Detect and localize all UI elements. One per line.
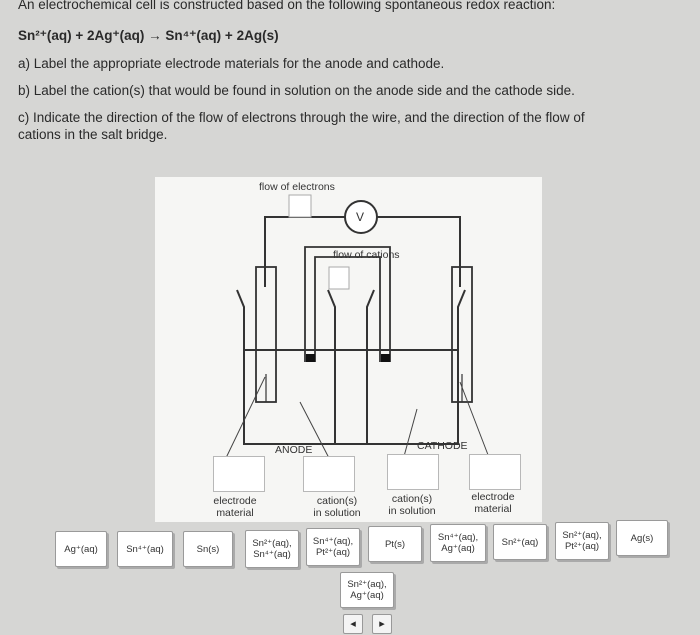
tile-sn4-plus[interactable]: Sn⁴⁺(aq) bbox=[117, 531, 173, 567]
salt-bridge-plug-right bbox=[381, 354, 390, 362]
flow-of-cations-label: flow of cations bbox=[333, 249, 400, 261]
cell-diagram-panel bbox=[155, 177, 542, 522]
salt-bridge-plug-left bbox=[306, 354, 315, 362]
cathode-electrode-caption: electrode material bbox=[471, 491, 515, 515]
part-a-text: a) Label the appropriate electrode materials for the anode and cathode. bbox=[18, 56, 445, 71]
cathode-label: CATHODE bbox=[417, 440, 468, 452]
flow-of-electrons-label: flow of electrons bbox=[259, 181, 335, 193]
tile-ag-plus[interactable]: Ag⁺(aq) bbox=[55, 531, 107, 567]
leader-cathode-solution bbox=[403, 409, 417, 460]
anode-solution-caption: cation(s) in solution bbox=[313, 495, 361, 519]
voltmeter-label: V bbox=[356, 210, 365, 224]
part-b-text: b) Label the cation(s) that would be found in solution on the anode side and the cathode side. bbox=[18, 83, 575, 98]
cathode-electrode-drop-zone[interactable] bbox=[469, 454, 521, 490]
part-c-text-cont: cations in the salt bridge. bbox=[18, 127, 168, 142]
part-c-text: c) Indicate the direction of the flow of electrons through the wire, and the direction of the flow of bbox=[18, 110, 585, 125]
anode-electrode-caption: electrode material bbox=[213, 495, 257, 519]
prev-button[interactable]: ◂ bbox=[343, 614, 363, 634]
tile-pt-solid[interactable]: Pt(s) bbox=[368, 526, 422, 562]
next-button[interactable]: ▸ bbox=[372, 614, 392, 634]
cathode-solution-drop-zone[interactable] bbox=[387, 454, 439, 490]
tile-sn2-sn4[interactable]: Sn²⁺(aq), Sn⁴⁺(aq) bbox=[245, 530, 299, 568]
tile-sn2-ag[interactable]: Sn²⁺(aq), Ag⁺(aq) bbox=[340, 572, 394, 608]
tile-sn2-plus[interactable]: Sn²⁺(aq) bbox=[493, 524, 547, 560]
cathode-solution-caption: cation(s) in solution bbox=[388, 493, 436, 517]
tile-ag-solid[interactable]: Ag(s) bbox=[616, 520, 668, 556]
tile-sn2-pt2[interactable]: Sn²⁺(aq), Pt²⁺(aq) bbox=[555, 522, 609, 560]
tile-sn4-pt2[interactable]: Sn⁴⁺(aq), Pt²⁺(aq) bbox=[306, 528, 360, 566]
reaction-equation: Sn²⁺(aq) + 2Ag⁺(aq) → Sn⁴⁺(aq) + 2Ag(s) bbox=[18, 28, 279, 43]
anode-label: ANODE bbox=[275, 444, 313, 456]
cathode-beaker bbox=[328, 290, 465, 444]
cation-flow-drop-zone bbox=[329, 267, 349, 289]
question-intro: An electrochemical cell is constructed based on the following spontaneous redox reaction: bbox=[18, 0, 556, 12]
tile-sn4-ag[interactable]: Sn⁴⁺(aq), Ag⁺(aq) bbox=[430, 524, 486, 562]
salt-bridge bbox=[305, 247, 390, 362]
tile-sn-solid[interactable]: Sn(s) bbox=[183, 531, 233, 567]
anode-solution-drop-zone[interactable] bbox=[303, 456, 355, 492]
electron-flow-drop-zone bbox=[289, 195, 311, 217]
anode-electrode-drop-zone[interactable] bbox=[213, 456, 265, 492]
